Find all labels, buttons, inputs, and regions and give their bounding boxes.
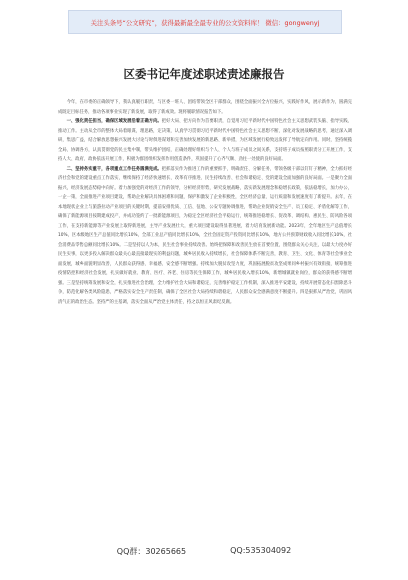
paragraph-intro [58, 98, 352, 117]
paragraph-text: 把好大局、把方向作为首要职责，自觉用习近平新时代中国特色社会主义思想武装头脑、指导实践、推动工作。主动从全市的整体大局着眼谋，理思路，定决策，认真学习贯彻习近平新时代中国特色社会主义思想不断，深化对发展战略的思考，通过深入调研，集思广益，结合解放思想振兴发展大讨论与时俱进谋划和完善加快发展的新思路、新举措，为区域发展行稳致远发挥了导航定向作用。同时，坚持统揽全局、协调各方，认真贯彻党的民主集中制，带头维护团结，正确处理好组织与个人、个人与班子成员之间关系，支持班子成员按照职责分工开展工作，支持人大、政府、政协依法开展工作，积极为群团组织发挥作用创造条件，巩固提升了心齐气顺、劲往一处使的良好局面。 [58, 119, 353, 162]
paragraph-section-two [58, 165, 352, 308]
paragraph-section-one [58, 117, 352, 165]
paragraph-lead: 一、强化责任担当，确保区域发展沿着正确方向。 [66, 119, 162, 124]
paragraph-lead: 二、坚持务实重干，各项重点工作任务圆满完成。 [66, 166, 162, 172]
qq-group: QQ群：30265665 [116, 547, 187, 556]
document-title: 区委书记年度述职述责述廉报告 [123, 67, 285, 81]
paragraph-text: 把抓落实作为推进工作的重要抓手，明确责任、分解任务，带领各级干部以钉钉子精神，全力抓好经济社会和党的建设重点工作落实，继续保持了经济快速增长、改革有序推进、民生持续改善、社会和谐稳定、党的建设全面加强的良好局面。一是聚力全面振兴，经济发展态势稳中向好。着力加强党的对经济工作的领导，分析经济形势，研究发展战略，落实新发展理念和稳增长政策，依法稳增长，加力办公，一企一策，全面推进产业项目建设，帮助企业解决具体困难和问题，保护和激发了企业积极性，全区经济总量、运行质量和发展速度有了新提升。去年，在本地现状企业上与旅游拉动产业项目的关键时期，提前安排优质、工信、征地、公安专题协调推进，帮助企业促销安全生产、员工稳定、矛盾化解等工作，确保了新能源项目按期建成投产，并成功签约了一批新能源项目，为稳定全区经济社会平稳运行，统筹推进稳增长、促改革、调结构、惠民生、防风险各项工作，在支持新能源等产业发展上取得新进展，主导产业发展壮大，重大项目建设取得显著进展，着力培育发展新动能。2023年，全年地区生产总值增长10%，区本级地区生产总值同比增长10%，全部工业总产值同比增长10%，全社会固定资产投资同比增长10%，地方公共预算财政收入同比增长10%，社会消费品零售总额同比增长10%。二是坚持以人为本，民生社会事业持续改善。始终把保障和改善民生放在首要位置，围绕群众关心关注，以最大力度办好民生实事，以更多投入解决群众最关心最直接最现实的利益问题，城乡居民收入持续增长，社会保障体系不断完善，教育、卫生、文化、体育等社会事业全面发展，城乡面貌明显改善，人民群众获得感、幸福感、安全感不断增强。持续加大脱贫攻坚力度，巩固拓展脱贫攻坚成果同乡村振兴有效衔接，统筹推进疫情防控和经济社会发展，扎实做好就业、教育、医疗、养老、住房等民生保障工作，城乡居民收入增长10%，新增城镇就业岗位，群众的获得感不断增强。三是坚持统筹发展和安全，扎实推进社会治理，全力维护社会大局和谐稳定，完善维护稳定工作机制，深入推进平安建设，持续开展常态化扫黑除恶斗争，防范化解各类风险隐患，严格落实安全生产责任制，确保了全区社会大局持续和谐稳定，人民群众安全感满意度不断提升。四是狠抓从严治党，巩固风清气正的政治生态。坚持严的主基调，落实全面从严治党主体责任，持之以恒正风肃纪反腐。 [58, 166, 353, 305]
document-body [58, 98, 352, 307]
promo-banner [68, 10, 342, 34]
paragraph-text: 今年，在市委的正确领导下，我认真履行职责，与区委一班人、团结带领全区干部群众，围绕全面振兴全方位振兴，实践好作风，展示新作为，圆满完成既定目标任务，推动各项事业实现了新发展，取得了新成效。现将履职情况报告如下。 [58, 100, 352, 115]
promo-banner-text: 关注头条号“公文研究”，获得最新最全最专业的公文资料库！ 微信：gongwenyj [90, 18, 320, 27]
qq-contact: QQ:535304092 [230, 546, 292, 555]
contact-footer [0, 546, 408, 557]
